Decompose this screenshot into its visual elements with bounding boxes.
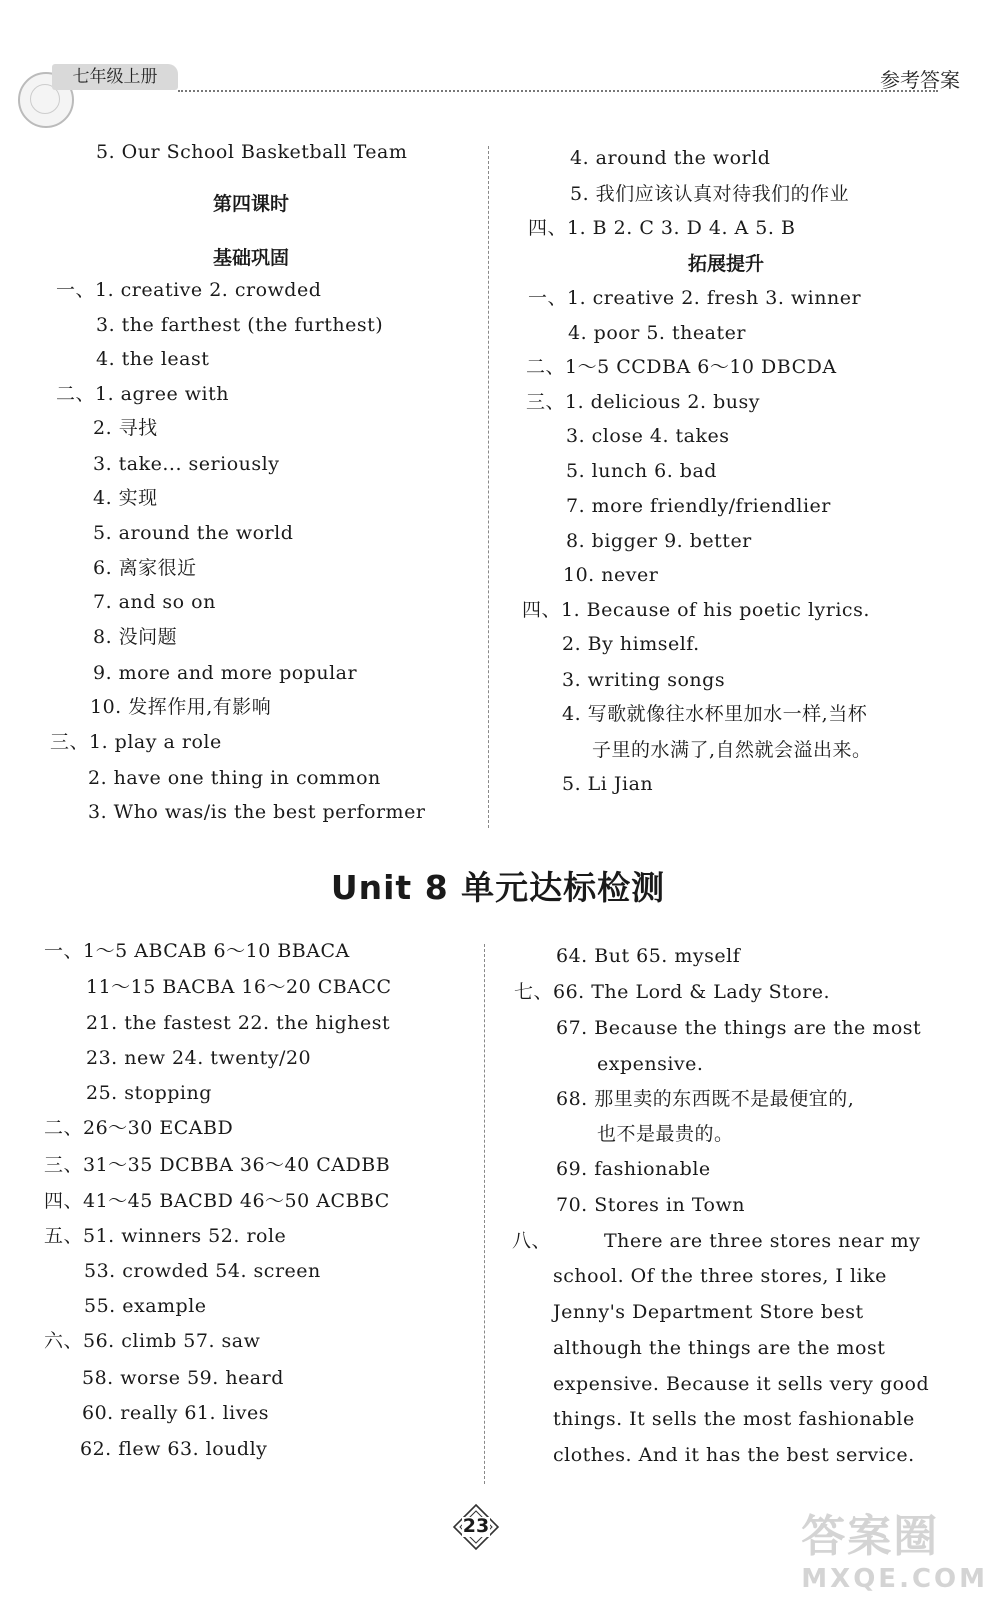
answer-line: 一、1. creative 2. fresh 3. winner [528,287,862,309]
answer-line: 二、1～5 CCDBA 6～10 DBCDA [526,356,837,378]
answer-line: 三、31～35 DCBBA 36～40 CADBB [44,1154,391,1176]
essay-line: things. It sells the most fashionable [553,1408,915,1430]
answer-line: 25. stopping [86,1082,212,1104]
answer-line: 6. 离家很近 [93,557,197,579]
page-number-badge [452,1503,500,1551]
answer-line: 10. 发挥作用,有影响 [90,696,272,718]
answer-line: 8. bigger 9. better [566,530,752,552]
answer-line: 5. around the world [93,522,294,544]
answer-line: 4. poor 5. theater [568,322,746,344]
answer-line: 二、26～30 ECABD [44,1117,234,1139]
answer-line: 21. the fastest 22. the highest [86,1012,391,1034]
section-title: 参考答案 [880,68,960,92]
answer-line: 四、41～45 BACBD 46～50 ACBBC [44,1190,390,1212]
answer-line: 23. new 24. twenty/20 [86,1047,312,1069]
unit-title: Unit 8 单元达标检测 [330,868,666,907]
watermark-main: 答案圈 [801,1511,940,1562]
answer-line: 2. 寻找 [93,417,158,439]
answer-line: 5. Li Jian [562,773,654,795]
answer-line: 10. never [563,564,659,586]
answer-line: 70. Stores in Town [556,1194,745,1216]
essay-line: clothes. And it has the best service. [553,1444,915,1466]
answer-line: 5. lunch 6. bad [566,460,717,482]
essay-line: although the things are the most [553,1337,886,1359]
subsection-heading: 拓展提升 [688,253,765,275]
answer-line: 5. 我们应该认真对待我们的作业 [570,183,850,205]
answer-line: 二、1. agree with [56,383,229,405]
answer-line: 5. Our School Basketball Team [96,141,408,163]
answer-line: 4. 写歌就像往水杯里加水一样,当杯 [562,703,868,725]
answer-line: 2. have one thing in common [88,767,381,789]
answer-line: 六、56. climb 57. saw [44,1330,261,1352]
answer-line: 四、1. B 2. C 3. D 4. A 5. B [528,217,796,239]
answer-line: 4. around the world [570,147,771,169]
watermark-sub: MXQE.COM [801,1564,988,1594]
answer-line: 53. crowded 54. screen [84,1260,321,1282]
answer-line: 62. flew 63. loudly [80,1438,268,1460]
answer-line: 8. 没问题 [93,626,178,648]
answer-line: 3. writing songs [562,669,726,691]
answer-line: 三、1. play a role [50,731,222,753]
answer-line: expensive. [597,1053,704,1075]
answer-line: 69. fashionable [556,1158,711,1180]
answer-line: 58. worse 59. heard [82,1367,284,1389]
answer-line: 八、 [512,1230,552,1252]
subsection-heading: 基础巩固 [213,247,290,269]
answer-line: 3. close 4. takes [566,425,730,447]
page-number: 23 [462,1515,490,1537]
answer-line: 68. 那里卖的东西既不是最便宜的, [556,1088,855,1110]
answer-line: 一、1～5 ABCAB 6～10 BBACA [44,940,350,962]
header-rule [178,90,938,92]
grade-label: 七年级上册 [52,64,178,90]
answer-line: 2. By himself. [562,633,700,655]
answer-line: 也不是最贵的。 [597,1123,734,1145]
answer-line: 五、51. winners 52. role [44,1225,287,1247]
answer-line: 11～15 BACBA 16～20 CBACC [86,976,392,998]
answer-line: 9. more and more popular [93,662,358,684]
answer-line: 三、1. delicious 2. busy [526,391,760,413]
answer-line: 3. Who was/is the best performer [88,801,426,823]
answer-line: 子里的水满了,自然就会溢出来。 [592,739,872,761]
answer-line: 七、66. The Lord & Lady Store. [514,981,831,1003]
column-divider-bottom [484,944,485,1484]
lesson-heading: 第四课时 [213,193,290,215]
essay-line: expensive. Because it sells very good [553,1373,930,1395]
essay-line: Jenny's Department Store best [553,1301,864,1323]
answer-line: 4. the least [96,348,210,370]
answer-line: 67. Because the things are the most [556,1017,922,1039]
answer-line: 3. the farthest (the furthest) [96,314,384,336]
answer-line: 四、1. Because of his poetic lyrics. [522,599,870,621]
answer-line: 7. and so on [93,591,216,613]
answer-line: 一、1. creative 2. crowded [56,279,322,301]
essay-line: school. Of the three stores, I like [553,1265,887,1287]
essay-line: There are three stores near my [604,1230,921,1252]
watermark-logo [801,1500,988,1594]
answer-line: 3. take... seriously [93,453,280,475]
answer-line: 60. really 61. lives [82,1402,269,1424]
answer-line: 55. example [84,1295,207,1317]
column-divider-top [488,146,489,828]
answer-line: 64. But 65. myself [556,945,741,967]
answer-line: 7. more friendly/friendlier [566,495,831,517]
answer-line: 4. 实现 [93,487,158,509]
